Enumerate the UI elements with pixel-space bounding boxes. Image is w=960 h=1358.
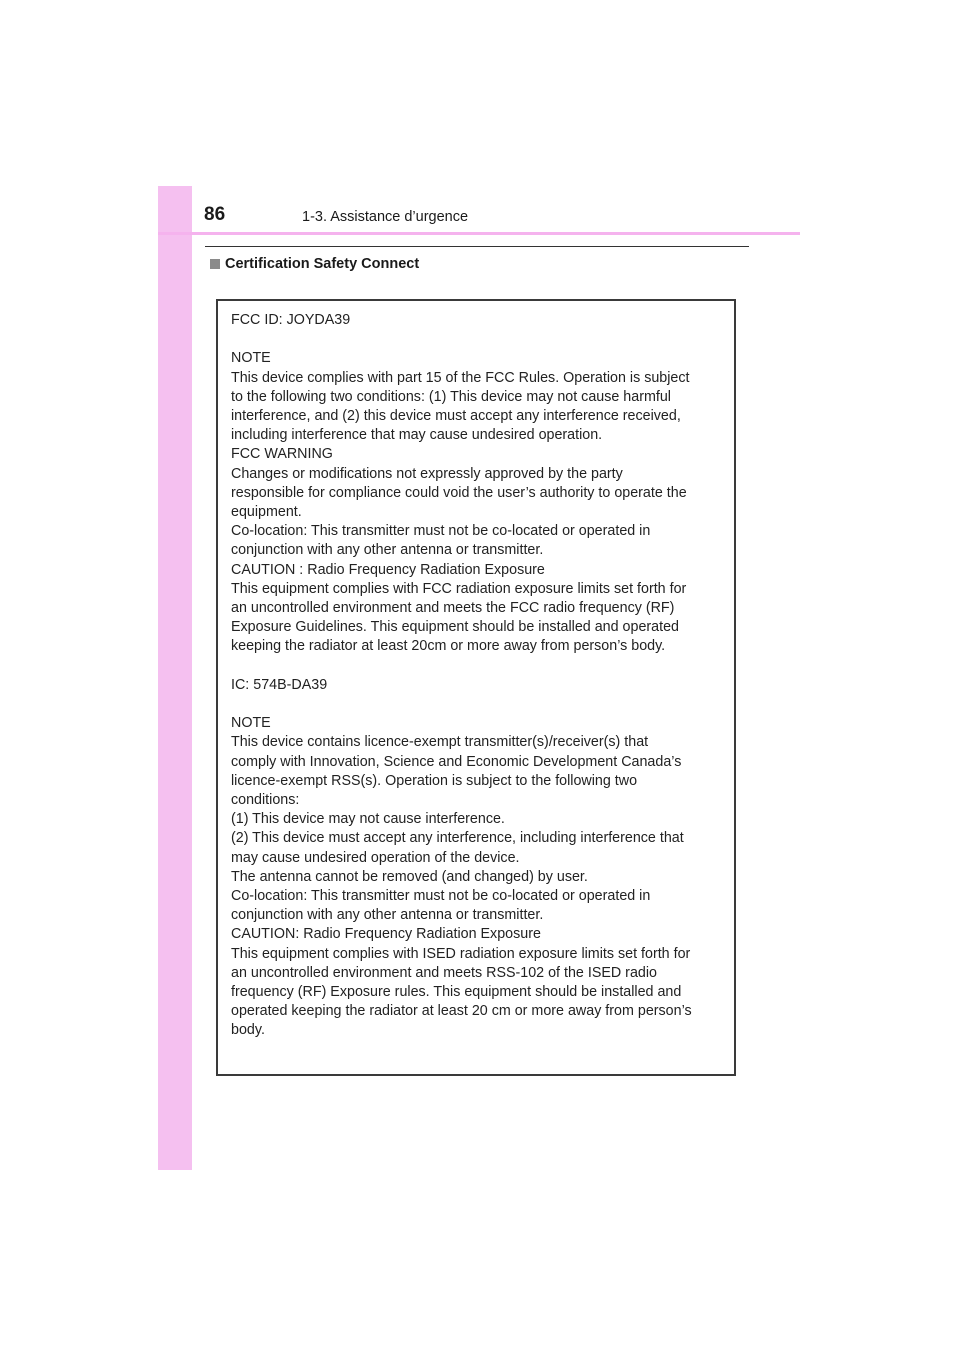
certification-text xyxy=(231,311,731,1041)
text-line: including interference that may cause undesired operation. xyxy=(231,427,603,444)
section-rule xyxy=(205,246,749,247)
text-line: This device complies with part 15 of the FCC Rules. Operation is subject xyxy=(231,369,690,386)
certification-label-box xyxy=(216,299,736,1076)
square-bullet-icon xyxy=(210,259,220,269)
page-header xyxy=(158,186,800,234)
text-line: licence-exempt RSS(s). Operation is subject to the following two xyxy=(231,772,638,789)
spacer xyxy=(231,330,731,349)
text-line: an uncontrolled environment and meets the FCC radio frequency (RF) xyxy=(231,600,675,617)
text-line: conditions: xyxy=(231,792,300,809)
page-number: 86 xyxy=(204,204,226,225)
ic-id: IC: 574B-DA39 xyxy=(231,676,328,693)
subheading xyxy=(210,256,419,272)
text-line: conjunction with any other antenna or transmitter. xyxy=(231,907,544,924)
text-line: responsible for compliance could void the user’s authority to operate the xyxy=(231,484,687,501)
text-line: to the following two conditions: (1) This device may not cause harmful xyxy=(231,388,671,405)
text-line: Co-location: This transmitter must not be co-located or operated in xyxy=(231,888,651,905)
text-line: This equipment complies with FCC radiation exposure limits set forth for xyxy=(231,580,687,597)
text-line: Changes or modifications not expressly approved by the party xyxy=(231,465,623,482)
spacer xyxy=(231,657,731,676)
text-line: This equipment complies with ISED radiation exposure limits set forth for xyxy=(231,945,691,962)
text-line: comply with Innovation, Science and Economic Development Canada’s xyxy=(231,753,682,770)
text-line: frequency (RF) Exposure rules. This equipment should be installed and xyxy=(231,984,682,1001)
text-line: The antenna cannot be removed (and changed) by user. xyxy=(231,868,588,885)
spacer xyxy=(231,695,731,714)
section-title: 1-3. Assistance d’urgence xyxy=(302,209,469,225)
text-line: conjunction with any other antenna or transmitter. xyxy=(231,542,544,559)
text-line: Co-location: This transmitter must not be co-located or operated in xyxy=(231,523,651,540)
text-line: body. xyxy=(231,1022,265,1039)
text-line: FCC WARNING xyxy=(231,446,333,463)
chapter-side-tab xyxy=(158,186,192,1170)
text-line: an uncontrolled environment and meets RSS-102 of the ISED radio xyxy=(231,964,657,981)
text-line: CAUTION : Radio Frequency Radiation Exposure xyxy=(231,561,545,578)
header-divider xyxy=(158,232,800,235)
text-line: (1) This device may not cause interference. xyxy=(231,811,505,828)
text-line: interference, and (2) this device must accept any interference received, xyxy=(231,408,681,424)
fcc-id: FCC ID: JOYDA39 xyxy=(231,312,351,328)
text-line: NOTE xyxy=(231,715,271,732)
fcc-notice xyxy=(231,349,731,656)
text-line: Exposure Guidelines. This equipment should be installed and operated xyxy=(231,619,679,636)
text-line: CAUTION: Radio Frequency Radiation Exposure xyxy=(231,926,541,943)
text-line: NOTE xyxy=(231,350,271,367)
text-line: operated keeping the radiator at least 20 cm or more away from person’s xyxy=(231,1003,692,1020)
subheading-text: Certification Safety Connect xyxy=(225,256,420,272)
text-line: equipment. xyxy=(231,504,302,521)
text-line: may cause undesired operation of the device. xyxy=(231,849,520,866)
text-line: This device contains licence-exempt transmitter(s)/receiver(s) that xyxy=(231,734,649,751)
text-line: keeping the radiator at least 20cm or more away from person’s body. xyxy=(231,638,666,655)
text-line: (2) This device must accept any interference, including interference that xyxy=(231,830,684,847)
ic-notice xyxy=(231,714,731,1040)
